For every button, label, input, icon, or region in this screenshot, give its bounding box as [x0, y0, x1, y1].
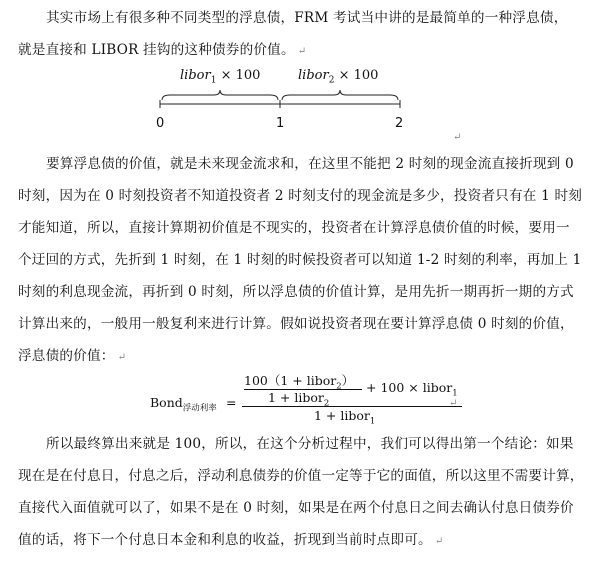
cashflow-label-2: libor$_2$ × 100 [298, 68, 379, 86]
paragraph-mark: ↵ [449, 398, 458, 409]
formula-lhs: Bond$_{浮动利率}$ [150, 395, 217, 414]
valuation-line-2: 时刻，因为在 0 时刻投资者不知道投资者 2 时刻支付的现金流是多少，投资者只有在 1 时刻 [18, 188, 583, 204]
timeline-diagram [150, 62, 410, 142]
outer-denominator: 1 + libor$_1$ [314, 408, 376, 427]
valuation-line-4: 个迂回的方式，先折到 1 时刻，在 1 时刻的时候投资者可以知道 1-2 时刻的利率，再加上 1 [18, 252, 582, 268]
brace-period-1 [162, 90, 278, 100]
tick-label-0: 0 [156, 116, 165, 131]
conclusion-line-3: 直接代入面值就可以了，如果不是在 0 时刻，如果是在两个付息日之间去确认付息日债券价 [18, 500, 574, 516]
intro-line-1: 其实市场上有很多种不同类型的浮息债，FRM 考试当中讲的是最简单的一种浮息债， [46, 10, 568, 26]
valuation-line-6: 计算出来的，一般用一般复利来进行计算。假如说投资者现在要计算浮息债 0 时刻的价值， [18, 316, 574, 332]
paragraph-mark: ↵ [117, 352, 127, 363]
tick-label-2: 2 [395, 116, 404, 131]
coupon-term: + 100 × libor$_1$ [366, 380, 458, 399]
brace-period-2 [282, 90, 398, 100]
outer-fraction-bar [242, 406, 462, 407]
valuation-line-7: 浮息债的价值： [18, 348, 115, 364]
conclusion-line-2: 现在是在付息日，付息之后，浮动利息债券的价值一定等于它的面值，所以这里不需要计算， [18, 468, 584, 484]
formula-equals: = [226, 395, 237, 410]
valuation-line-1: 要算浮息债的价值，就是未来现金流求和，在这里不能把 2 时刻的现金流直接折现到 0 [46, 156, 574, 172]
intro-paragraph [18, 2, 598, 68]
valuation-paragraph [18, 148, 598, 374]
conclusion-line-4: 值的话，将下一个付息日本金和利息的收益，折现到当前时点即可。 [18, 532, 432, 548]
paragraph-mark: ↵ [297, 46, 307, 57]
cashflow-label-1: libor$_1$ × 100 [180, 68, 261, 86]
valuation-line-5: 时刻的利息现金流，再折到 0 时刻，所以浮息债的价值计算，是用先折一期再折一期的方式 [18, 284, 574, 300]
paragraph-mark: ↵ [453, 132, 462, 143]
inner-numerator: 100（1 + libor$_2$） [244, 373, 355, 392]
paragraph-mark: ↵ [434, 536, 444, 547]
conclusion-paragraph [18, 428, 598, 558]
inner-denominator: 1 + libor$_2$ [268, 390, 330, 409]
tick-label-1: 1 [276, 116, 285, 131]
valuation-line-3: 才能知道，所以，直接计算期初价值是不现实的，投资者在计算浮息债价值的时候，要用一 [18, 220, 570, 236]
intro-line-2: 就是直接和 LIBOR 挂钩的这种债券的价值。 [18, 42, 295, 58]
conclusion-line-1: 所以最终算出来就是 100，所以，在这个分析过程中，我们可以得出第一个结论：如果 [46, 436, 574, 452]
bond-value-formula [150, 370, 470, 430]
